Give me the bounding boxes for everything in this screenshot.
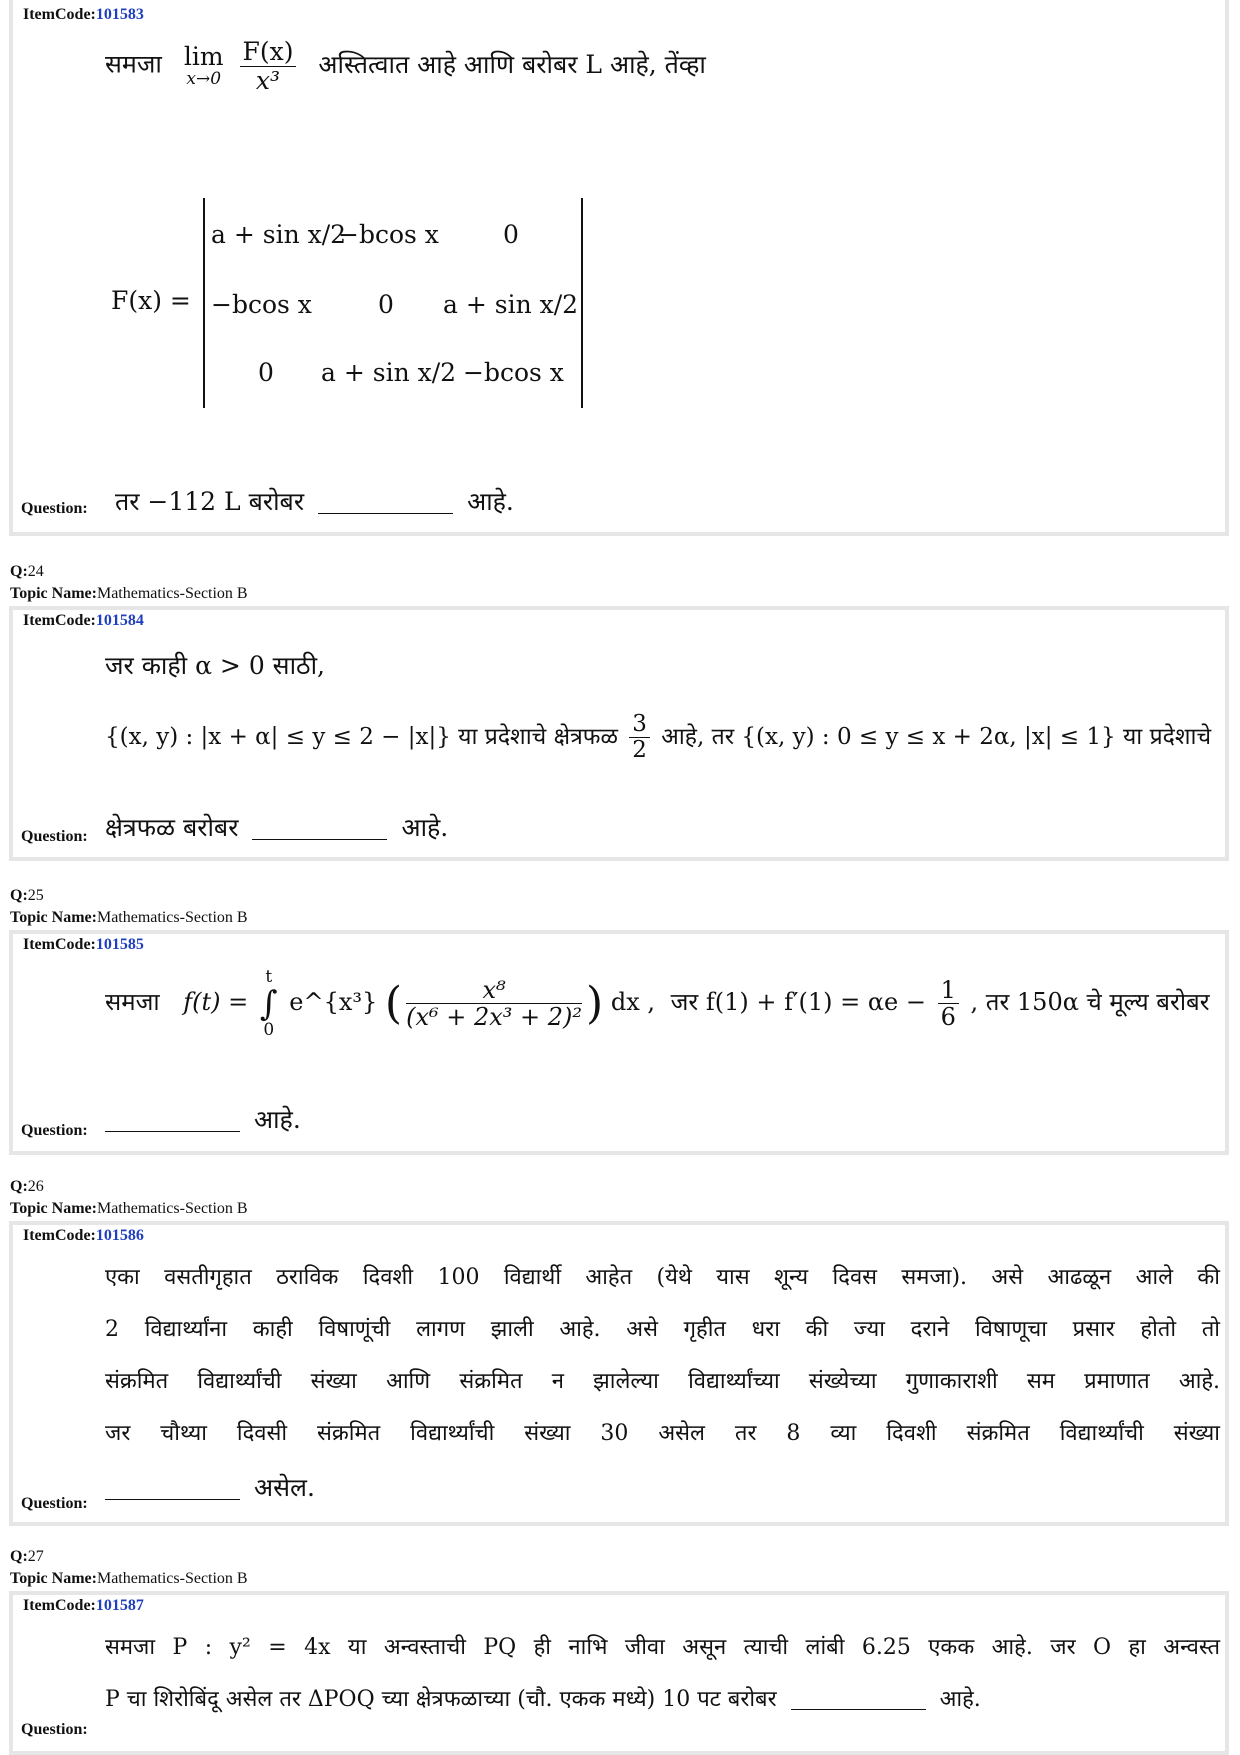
det-cell: a + sin x/2 — [211, 220, 347, 249]
question-stem-line: जर चौथ्या दिवसी संक्रमित विद्यार्थ्यांची संख्या 30 असेल तर 8 व्या दिवशी संक्रमित विद्यार्थ्यांची संख्या — [105, 1421, 1220, 1446]
question-label: Question: — [21, 1122, 88, 1139]
item-code: ItemCode:101586 — [23, 1227, 144, 1244]
question-number: Q:27 — [10, 1548, 44, 1565]
item-code: ItemCode:101585 — [23, 936, 144, 953]
answer-blank[interactable] — [105, 1499, 240, 1500]
question-number: Q:26 — [10, 1178, 44, 1195]
question-number: Q:24 — [10, 563, 44, 580]
det-cell: a + sin x/2 — [321, 358, 457, 387]
topic-name: Topic Name:Mathematics-Section B — [10, 1570, 248, 1587]
item-code: ItemCode:101584 — [23, 612, 144, 629]
det-cell: −bcos x — [463, 358, 564, 387]
det-cell: a + sin x/2 — [443, 290, 579, 319]
question-number: Q:25 — [10, 887, 44, 904]
question-stem-line: संक्रमित विद्यार्थ्यांची संख्या आणि संक्रमित न झालेल्या विद्यार्थ्यांच्या संख्येच्या गुणाकाराशी सम प्रमाणात आहे. — [105, 1369, 1220, 1394]
fx-label: F(x) = — [111, 286, 191, 315]
question-stem-line: समजा P : y² = 4x या अन्वस्ताची PQ ही नाभि जीवा असून त्याची लांबी 6.25 एकक आहे. जर O हा अन्वस्त — [105, 1635, 1220, 1660]
question-card-q26 — [9, 1221, 1229, 1526]
answer-blank[interactable] — [318, 513, 453, 514]
det-cell: 0 — [503, 220, 519, 249]
question-stem-line: एका वसतीगृहात ठराविक दिवशी 100 विद्यार्थी आहेत (येथे यास शून्य दिवस समजा). असे आढळून आले की — [105, 1265, 1220, 1290]
question-stem: समजा f(t) = t ∫ 0 e^{x³} ( $\frac{\text{x⁸}}{\text{(x⁶ + 2x³ + 2)²}}$ ) dx , जर f(1) + f′(1) = αe − $\frac{1}{6}$ , तर 150α चे मूल्य बरोबर — [105, 967, 1210, 1040]
topic-name: Topic Name:Mathematics-Section B — [10, 585, 248, 602]
question-text: P चा शिरोबिंदू असेल तर ΔPOQ च्या क्षेत्रफळाच्या (चौ. एकक मध्ये) 10 पट बरोबर आहे. — [105, 1687, 981, 1712]
question-text: असेल. — [105, 1470, 315, 1504]
question-stem-line2: {(x, y) : |x + α| ≤ y ≤ 2 − |x|} या प्रदेशाचे क्षेत्रफळ $\frac{3}{2}$ आहे, तर {(x, y) : 0 ≤ y ≤ x + 2α, |x| ≤ 1} या प्रदेशाचे — [105, 711, 1212, 764]
answer-blank[interactable] — [105, 1131, 240, 1132]
question-label: Question: — [21, 828, 88, 845]
question-text: क्षेत्रफळ बरोबर आहे. — [105, 813, 449, 842]
question-stem-line1: जर काही α > 0 साठी, — [105, 651, 325, 680]
question-label: Question: — [21, 1721, 88, 1738]
question-card-q24 — [9, 606, 1229, 861]
question-card-q25 — [9, 930, 1229, 1155]
det-cell: −bcos x — [211, 290, 312, 319]
det-cell: 0 — [258, 358, 274, 387]
determinant-matrix — [203, 198, 583, 408]
question-label: Question: — [21, 1495, 88, 1512]
question-stem-line1: समजा lim x→0 $\frac{F(x)}{\text{x³}}$ अस्तित्वात आहे आणि बरोबर L आहे, तेंव्हा — [105, 37, 706, 95]
topic-name: Topic Name:Mathematics-Section B — [10, 1200, 248, 1217]
topic-name: Topic Name:Mathematics-Section B — [10, 909, 248, 926]
answer-blank[interactable] — [791, 1709, 926, 1710]
question-text: तर −112 L बरोबर आहे. — [115, 487, 514, 516]
question-text: आहे. — [105, 1102, 301, 1136]
question-card-q23 — [9, 0, 1229, 536]
item-code: ItemCode:101587 — [23, 1597, 144, 1614]
item-code: ItemCode:101583 — [23, 6, 144, 23]
answer-blank[interactable] — [252, 839, 387, 840]
question-label: Question: — [21, 500, 88, 517]
question-stem-line: 2 विद्यार्थ्यांना काही विषाणूंची लागण झाली आहे. असे गृहीत धरा की ज्या दराने विषाणूचा प्रसार होतो तो — [105, 1317, 1220, 1342]
det-cell: −bcos x — [338, 220, 439, 249]
det-cell: 0 — [378, 290, 394, 319]
question-card-q27 — [9, 1591, 1229, 1755]
